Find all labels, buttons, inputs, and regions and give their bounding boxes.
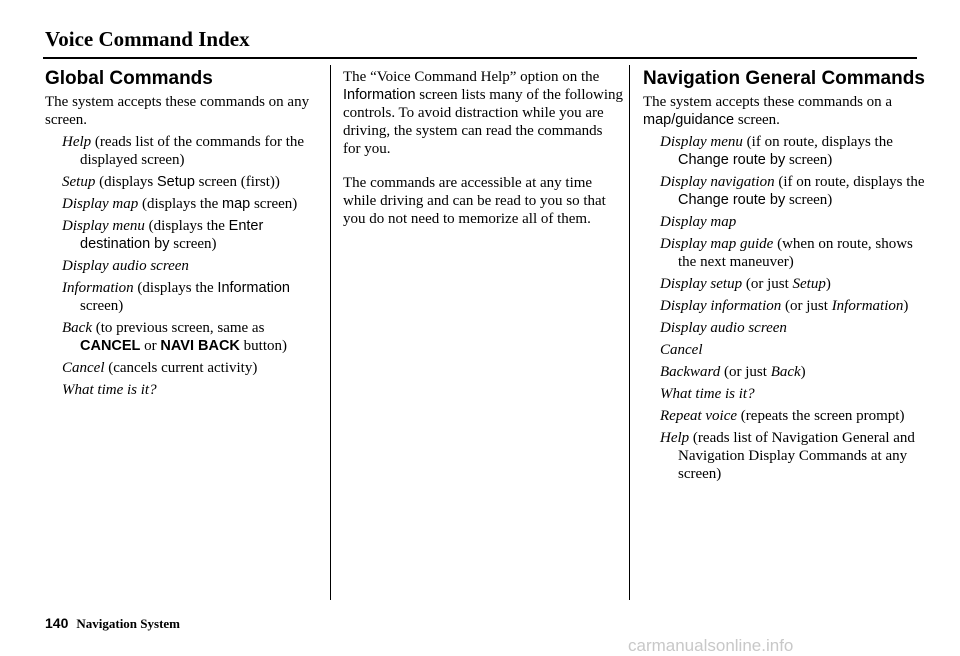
help-paragraph-1: The “Voice Command Help” option on the Information screen lists many of the following controls. To avoid distraction while you are driving, the system can read the commands for you. (343, 69, 624, 157)
footer-text: Navigation System (76, 616, 180, 631)
help-paragraph-2: The commands are accessible at any time while driving and can be read to you so that you do not need to memorize all of them. (343, 175, 606, 227)
navigation-general-intro: The system accepts these commands on a map/guidance screen. (643, 94, 893, 128)
command-item: Display audio screen (62, 258, 189, 274)
command-item: Display navigation (if on route, displays the Change route by screen) (660, 174, 925, 208)
command-item: Display menu (if on route, displays the Change route by screen) (660, 134, 893, 168)
command-item: Help (reads list of Navigation General and Navigation Display Commands at any screen) (660, 430, 915, 482)
command-item: Display setup (or just Setup) (660, 276, 831, 292)
global-commands-intro: The system accepts these commands on any screen. (45, 94, 310, 128)
command-item: What time is it? (660, 386, 755, 402)
command-item: Display map (660, 214, 737, 230)
command-item: Cancel (cancels current activity) (62, 360, 258, 376)
global-commands-heading: Global Commands (45, 68, 213, 89)
column-divider-1 (330, 65, 331, 600)
command-item: Display menu (displays the Enter destination by screen) (62, 218, 264, 252)
command-item: Setup (displays Setup screen (first)) (62, 174, 280, 190)
command-item: Backward (or just Back) (660, 364, 806, 380)
watermark: carmanualsonline.info (628, 636, 794, 655)
command-item: Display information (or just Information) (660, 298, 909, 314)
command-item: Display audio screen (660, 320, 787, 336)
global-commands-section (45, 68, 325, 403)
command-item: Information (displays the Information screen) (62, 280, 290, 314)
command-item: Display map (displays the map screen) (62, 196, 298, 212)
page-title: Voice Command Index (45, 27, 250, 51)
title-rule (43, 57, 917, 59)
page-footer (45, 615, 180, 632)
navigation-general-heading: Navigation General Commands (643, 68, 925, 89)
command-item: Cancel (660, 342, 703, 358)
column-divider-2 (629, 65, 630, 600)
page-number: 140 (45, 615, 69, 631)
command-item: Help (reads list of the commands for the displayed screen) (62, 134, 305, 168)
command-item: What time is it? (62, 382, 157, 398)
voice-command-help-section (343, 68, 623, 244)
command-item: Display map guide (when on route, shows the next maneuver) (660, 236, 913, 270)
navigation-general-section (643, 68, 928, 487)
command-item: Repeat voice (repeats the screen prompt) (660, 408, 905, 424)
command-item: Back (to previous screen, same as CANCEL or NAVI BACK button) (62, 320, 287, 354)
